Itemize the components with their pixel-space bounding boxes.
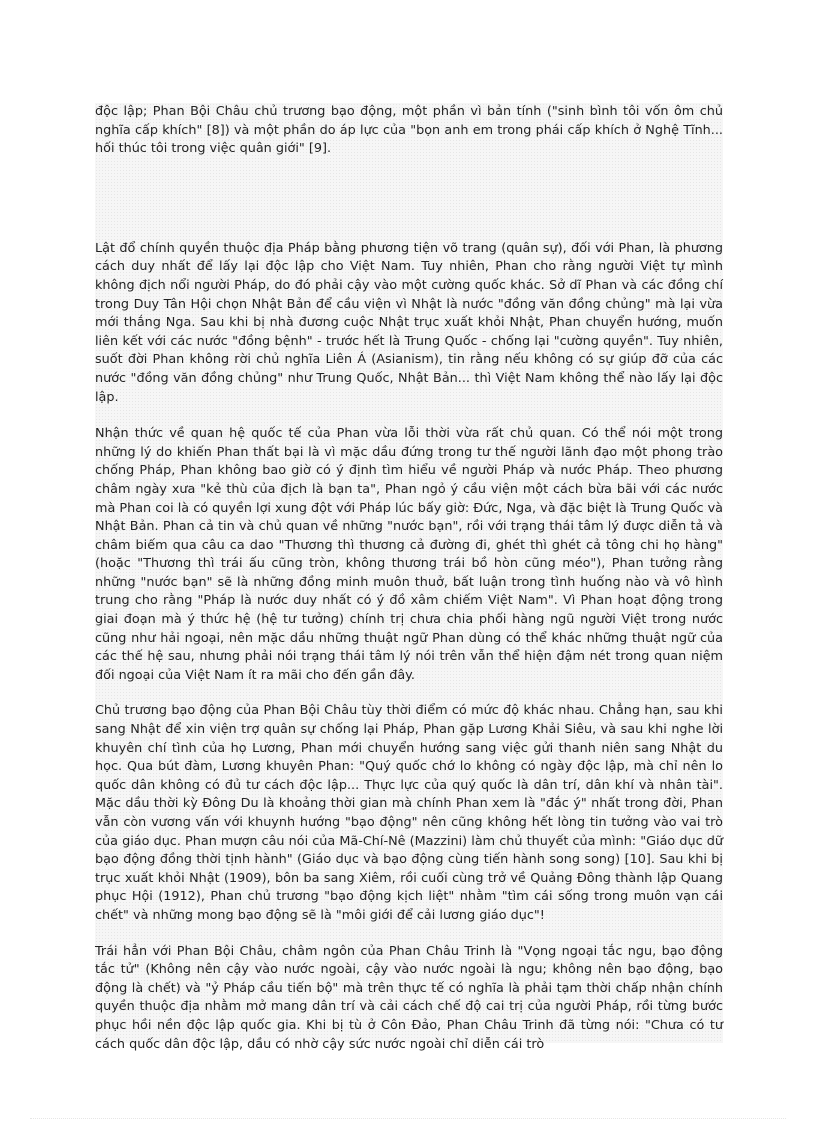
paragraph: Nhận thức về quan hệ quốc tế của Phan vừa lỗi thời vừa rất chủ quan. Có thể nói một trong những lý do khiến Phan thất bại là vì mặc dầu đứng trong tư thế người lãnh đạo một phong trào chống Pháp, Phan không bao giờ có ý định tìm hiểu về người Pháp và nước Pháp. Theo phương châm ngày xưa "kẻ thù của địch là bạn ta", Phan ngỏ ý cầu viện một cách bừa bãi với các nước mà Phan coi là có quyền lợi xung đột với Pháp lúc bấy giờ: Đức, Nga, và đặc biệt là Trung Quốc và Nhật Bản. Phan cả tin và chủ quan về những "nước bạn", rồi với trạng thái tâm lý được diễn tả và châm biếm qua câu ca dao "Thương thì thương cả đường đi, ghét thì ghét cả tông chi họ hàng" (hoặc "Thương thì trái ấu cũng tròn, không thương trái bồ hòn cũng méo"), Phan tưởng rằng những "nước bạn" sẽ là những đồng minh muôn thuở, bất luận trong tình huống nào và vô hình trung cho rằng "Pháp là nước duy nhất có ý đồ xâm chiếm Việt Nam". Vì Phan hoạt động trong giai đoạn mà ý thức hệ (hệ tư tưởng) chính trị chưa chia phối hàng ngũ người Việt trong nước cũng như hải ngoại, nên mặc dầu những thuật ngữ Phan dùng có thể khác những thuật ngữ của các thế hệ sau, nhưng phải nói trạng thái tâm lý nói trên vẫn thể hiện đậm nét trong quan niệm đối ngoại của Việt Nam ít ra mãi cho đến gần đây. [95,426,723,683]
document-page [95,103,723,1052]
document-body [95,103,723,1054]
paragraph: Lật đổ chính quyền thuộc địa Pháp bằng phương tiện võ trang (quân sự), đối với Phan, là phương cách duy nhất để lấy lại độc lập cho Việt Nam. Tuy nhiên, Phan cho rằng người Việt tự mình không địch nổi người Pháp, do đó phải cậy vào một cường quốc khác. Sở dĩ Phan và các đồng chí trong Duy Tân Hội chọn Nhật Bản để cầu viện vì Nhật là nước "đồng văn đồng chủng" mà lại vừa mới thắng Nga. Sau khi bị nhà đương cuộc Nhật trục xuất khỏi Nhật, Phan chuyển hướng, muốn liên kết với các nước "đồng bệnh" - trước hết là Trung Quốc - chống lại "cường quyền". Tuy nhiên, suốt đời Phan không rời chủ nghĩa Liên Á (Asianism), tin rằng nếu không có sự giúp đỡ của các nước "đồng văn đồng chủng" như Trung Quốc, Nhật Bản... thì Việt Nam không thể nào lấy lại độc lập. [95,240,723,405]
page-bottom-divider [30,1118,786,1119]
paragraph: Chủ trương bạo động của Phan Bội Châu tùy thời điểm có mức độ khác nhau. Chẳng hạn, sau khi sang Nhật để xin viện trợ quân sự chống lại Pháp, Phan gặp Lương Khải Siêu, và sau khi nghe lời khuyên chí tình của họ Lương, Phan mới chuyển hướng sang việc gửi thanh niên sang Nhật du học. Qua bút đàm, Lương khuyên Phan: "Quý quốc chớ lo không có ngày độc lập, mà chỉ nên lo quốc dân không có đủ tư cách độc lập... Thực lực của quý quốc là dân trí, dân khí và nhân tài". Mặc dầu thời kỳ Đông Du là khoảng thời gian mà chính Phan xem là "đắc ý" nhất trong đời, Phan vẫn còn vương vấn với khuynh hướng "bạo động" nên cũng không hết lòng tin tưởng vào vai trò của giáo dục. Phan mượn câu nói của Mã-Chí-Nê (Mazzini) làm chủ thuyết của mình: "Giáo dục dữ bạo động đồng thời tịnh hành" (Giáo dục và bạo động cùng tiến hành song song) [10]. Sau khi bị trục xuất khỏi Nhật (1909), bôn ba sang Xiêm, rồi cuối cùng trở về Quảng Đông thành lập Quang phục Hội (1912), Phan chủ trương "bạo động kịch liệt" nhằm "tìm cái sống trong muôn vạn cái chết" và những mong bạo động sẽ là "môi giới để cải lương giáo dục"! [95,703,723,923]
paragraph: Trái hẳn với Phan Bội Châu, châm ngôn của Phan Châu Trinh là "Vọng ngoại tắc ngu, bạo động tắc tử" (Không nên cậy vào nước ngoài, cậy vào nước ngoài là ngu; không nên bạo động, bạo động là chết) và "ỷ Pháp cầu tiến bộ" mà trên thực tế có nghĩa là phải tạm thời chấp nhận chính quyền thuộc địa nhằm mở mang dân trí và cải cách chế độ cai trị của người Pháp, rồi từng bước phục hồi nền độc lập quốc gia. Khi bị tù ở Côn Đảo, Phan Châu Trinh đã từng nói: "Chưa có tư cách quốc dân độc lập, dầu có nhờ cậy sức nước ngoài chỉ diễn cái trò [95,943,723,1052]
paragraph: độc lập; Phan Bội Châu chủ trương bạo động, một phần vì bản tính ("sinh bình tôi vốn ôm chủ nghĩa cấp khích" [8]) và một phần do áp lực của "bọn anh em trong phái cấp khích ở Nghệ Tĩnh... hối thúc tôi trong việc quân giới" [9]. [95,104,723,157]
